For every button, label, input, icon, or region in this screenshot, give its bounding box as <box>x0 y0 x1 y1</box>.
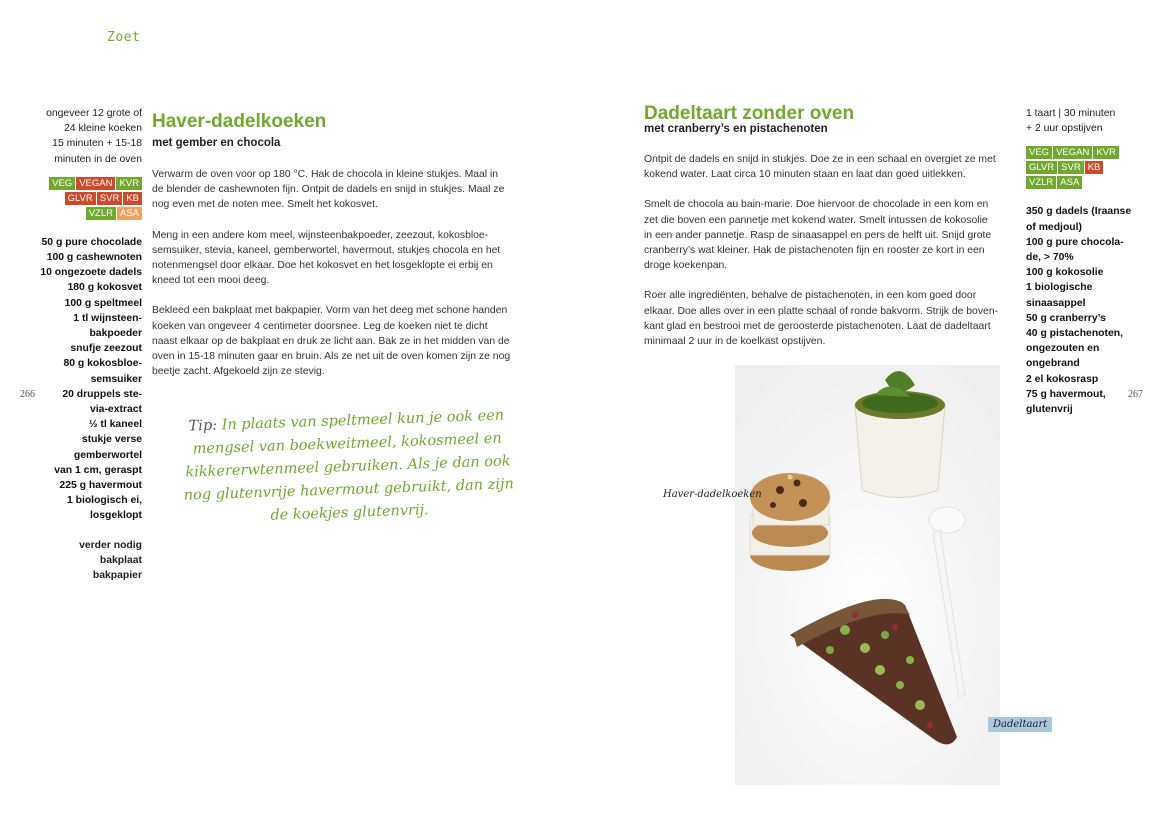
recipe-subtitle: met cranberry’s en pistachenoten <box>644 123 828 135</box>
diet-tag-asa: ASA <box>1057 176 1082 189</box>
ingredient-item: 40 g pistachenoten, <box>1026 328 1124 340</box>
instruction-line: Roer alle ingrediënten, behalve de pistachenoten, in een kom goed door <box>644 290 977 302</box>
tag-row <box>1026 161 1150 175</box>
extra-needed-list <box>20 538 142 584</box>
diet-tag-veg: VEG <box>49 177 75 190</box>
ingredient-item: 1 tl wijnsteen- <box>73 312 142 324</box>
ingredient-item: sinaasappel <box>1026 297 1086 309</box>
tag-row <box>1026 176 1150 190</box>
diet-tag-asa: ASA <box>117 207 142 220</box>
diet-tag-vegan: VEGAN <box>1053 146 1092 159</box>
recipe-subtitle: met gember en chocola <box>152 137 281 149</box>
instruction-line: cranberry’s wat kleiner. Hak de pistachenoten fijn en rooster ze kort in een <box>644 245 985 257</box>
recipe-instructions <box>644 152 1024 364</box>
instruction-paragraph <box>644 197 1024 273</box>
ingredient-item: semsuiker <box>90 373 142 385</box>
ingredient-item: stukje verse <box>81 434 142 446</box>
instruction-paragraph <box>644 288 1024 349</box>
right-page <box>585 0 1170 826</box>
ingredient-item: 75 g havermout, <box>1026 388 1106 400</box>
meta-line: + 2 uur opstijven <box>1026 123 1103 135</box>
tag-row <box>20 192 142 206</box>
instruction-line: koeken van ongeveer 4 centimeter doorsnee. Leg de koeken niet te dicht <box>152 320 488 332</box>
page-number: 267 <box>1128 389 1143 400</box>
ingredient-item: de, > 70% <box>1026 252 1074 264</box>
ingredient-item: losgeklopt <box>90 510 142 522</box>
ingredient-list <box>20 235 142 524</box>
recipe-instructions <box>152 167 532 394</box>
instruction-line: Meng in een andere kom meel, wijnsteenbakpoeder, zeezout, kokosbloe- <box>152 229 489 241</box>
food-photo <box>735 365 1000 785</box>
photo-caption-tart: Dadeltaart <box>988 717 1052 732</box>
instruction-line: elkaar. Doe alles over in een platte schaal of ronde bakvorm. Strijk de boven- <box>644 305 999 317</box>
diet-tag-kb: KB <box>123 192 142 205</box>
instruction-paragraph <box>152 303 532 379</box>
diet-tag-glvr: GLVR <box>1026 161 1057 174</box>
diet-tag-svr: SVR <box>1058 161 1084 174</box>
diet-tag-vzlr: VZLR <box>1026 176 1056 189</box>
ingredient-item: van 1 cm, geraspt <box>54 464 142 476</box>
instruction-line: kneed tot een mooi deeg. <box>152 275 270 287</box>
instruction-line: naast elkaar op de bakplaat en druk ze licht aan. Bak ze in het midden van de <box>152 335 510 347</box>
page-number: 266 <box>20 389 35 400</box>
tag-row <box>20 207 142 221</box>
tip-note <box>176 404 520 531</box>
extra-item: verder nodig <box>79 539 142 551</box>
instruction-line: in een ander pannetje. Rasp de sinaasappel en pers de helft uit. Snijd grote <box>644 229 992 241</box>
recipe-meta <box>1026 106 1150 136</box>
instruction-line: semsuiker, stevia, kaneel, gemberwortel, havermout, stukjes chocola en het <box>152 244 501 256</box>
photo-caption-cookies: Haver-dadelkoeken <box>663 489 762 500</box>
meta-line: 1 taart | 30 minuten <box>1026 108 1116 119</box>
instruction-line: Bekleed een bakplaat met bakpapier. Vorm van het deeg met schone handen <box>152 305 508 317</box>
diet-tags <box>1026 146 1150 190</box>
recipe-title: Haver-dadelkoeken <box>152 111 327 132</box>
ingredient-item: 100 g kokosolie <box>1026 267 1104 279</box>
ingredient-item: ½ tl kaneel <box>88 419 142 431</box>
tag-row <box>1026 146 1150 160</box>
instruction-line: minimaal 2 uur in de koelkast opstijven. <box>644 336 826 348</box>
instruction-line: nog even met de noten mee. Smelt het kokosvet. <box>152 199 378 211</box>
instruction-line: droge koekenpan. <box>644 260 728 272</box>
instruction-paragraph <box>644 152 1024 182</box>
ingredient-item: 1 biologische <box>1026 282 1093 294</box>
cookie-stack <box>750 473 830 571</box>
ingredient-list <box>1026 204 1150 417</box>
ingredient-item: 50 g pure chocolade <box>41 236 142 248</box>
recipe-meta <box>20 106 142 167</box>
recipe-title: Dadeltaart zonder oven <box>644 103 855 124</box>
ingredient-item: ongezouten en <box>1026 343 1100 355</box>
ingredient-item: gemberwortel <box>73 449 142 461</box>
tag-row <box>20 177 142 191</box>
diet-tag-vegan: VEGAN <box>76 177 115 190</box>
ingredient-item: 350 g dadels (Iraanse <box>1026 206 1132 218</box>
diet-tag-glvr: GLVR <box>65 192 96 205</box>
ingredient-item: via-extract <box>90 404 142 416</box>
ingredient-item: 180 g kokosvet <box>67 282 142 294</box>
ingredient-item: snufje zeezout <box>70 343 142 355</box>
instruction-line: notenmengsel door elkaar. Doe het kokosvet en het losgeklopte ei erbij en <box>152 260 493 272</box>
extra-item: bakpapier <box>92 570 142 582</box>
diet-tags <box>20 177 142 221</box>
meta-line: 24 kleine koeken <box>64 123 142 135</box>
instruction-line: Smelt de chocola au bain-marie. Doe hiervoor de chocolade in een kom en <box>644 199 989 211</box>
diet-tag-vzlr: VZLR <box>86 207 116 220</box>
section-title: Zoet <box>107 30 141 45</box>
instruction-line: oven in 15-18 minuten gaar en bruin. Als ze net uit de oven komen zijn ze nog <box>152 351 511 363</box>
ingredient-item: 50 g cranberry’s <box>1026 312 1106 324</box>
recipe-sidebar <box>20 106 142 583</box>
tip-text: In plaats van speltmeel kun je ook een mengsel van boekweitmeel, kokosmeel en kikkererwtenmeel gebruiken. Als je dan ook nog glutenvrije havermout gebruikt, dan zijn de koekjes glutenvrij. <box>183 407 515 524</box>
diet-tag-kb: KB <box>1085 161 1104 174</box>
recipe-sidebar <box>1026 106 1150 417</box>
diet-tag-kvr: KVR <box>116 177 142 190</box>
ingredient-item: ongebrand <box>1026 358 1080 370</box>
ingredient-item: 100 g cashewnoten <box>46 252 142 264</box>
instruction-line: Ontpit de dadels en snijd in stukjes. Doe ze in een schaal en overgiet ze met <box>644 154 996 165</box>
meta-line: 15 minuten + 15-18 <box>52 138 142 150</box>
ingredient-item: bakpoeder <box>89 328 142 340</box>
ingredient-item: 225 g havermout <box>59 480 142 492</box>
ingredient-item: glutenvrij <box>1026 404 1073 416</box>
extra-item: bakplaat <box>99 554 142 566</box>
instruction-line: zet die boven een pannetje met kokend water. Smelt intussen de kokosolie <box>644 214 988 226</box>
meta-line: minuten in de oven <box>54 153 142 165</box>
instruction-line: beetje zacht. Afgekoeld zijn ze stevig. <box>152 366 325 378</box>
diet-tag-svr: SVR <box>97 192 123 205</box>
ingredient-item: 20 druppels ste- <box>62 388 142 400</box>
instruction-paragraph <box>152 228 532 289</box>
meta-line: ongeveer 12 grote of <box>46 108 142 119</box>
instruction-line: Verwarm de oven voor op 180 °C. Hak de chocola in kleine stukjes. Maal in <box>152 169 499 180</box>
tip-label: Tip: <box>188 417 218 435</box>
instruction-line: kokend water. Laat circa 10 minuten staan en laat dan goed uitlekken. <box>644 169 966 181</box>
diet-tag-veg: VEG <box>1026 146 1052 159</box>
ingredient-item: 80 g kokosbloe- <box>63 358 142 370</box>
ingredient-item: 1 biologisch ei, <box>66 495 142 507</box>
diet-tag-kvr: KVR <box>1093 146 1119 159</box>
instruction-paragraph <box>152 167 532 213</box>
ingredient-item: 100 g speltmeel <box>64 297 142 309</box>
ingredient-item: of medjoul) <box>1026 221 1082 233</box>
instruction-line: kant glad en bestrooi met de geroosterde pistachenoten. Laat de dadeltaart <box>644 320 991 332</box>
instruction-line: de blender de cashewnoten fijn. Ontpit de dadels en snijd in stukjes. Maal ze <box>152 184 505 196</box>
ingredient-item: 100 g pure chocola- <box>1026 236 1124 248</box>
ingredient-item: 2 el kokosrasp <box>1026 373 1099 385</box>
ingredient-item: 10 ongezoete dadels <box>40 267 142 279</box>
